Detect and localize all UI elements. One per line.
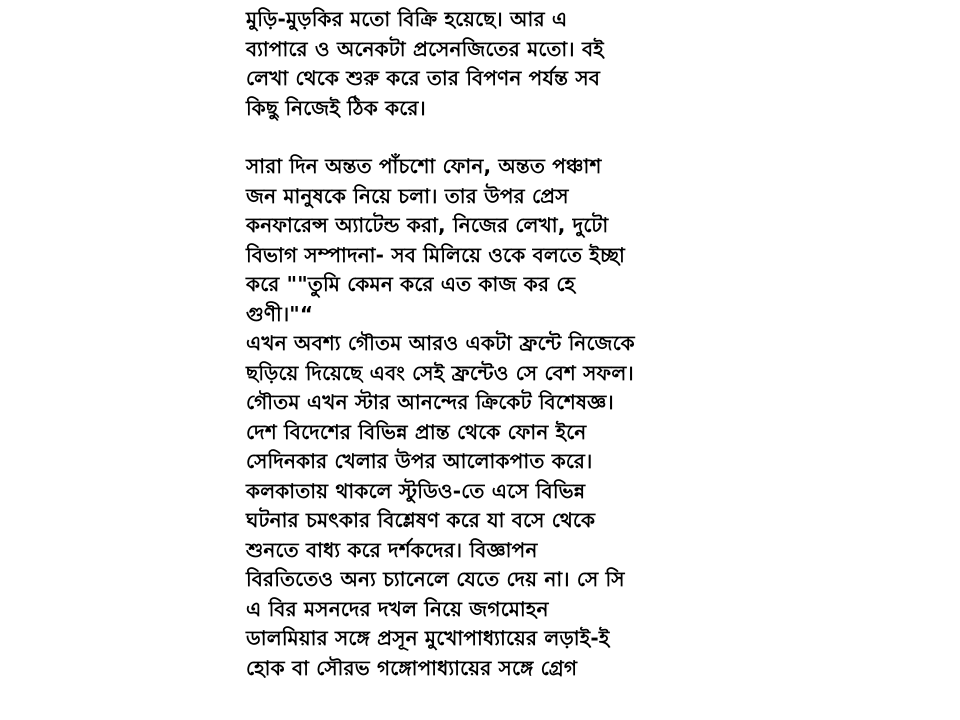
- text-line: গৌতম এখন স্টার আনন্দের ক্রিকেট বিশেষজ্ঞ।: [246, 390, 614, 414]
- text-line: কলকাতায় থাকলে স্টুডিও-তে এসে বিভিন্ন: [246, 478, 586, 503]
- paragraph-1: [246, 5, 716, 123]
- text-line: মুড়ি-মুড়কির মতো বিক্রি হয়েছে। আর এ: [246, 7, 568, 31]
- text-line: গুণী।"“: [246, 301, 314, 326]
- text-line: কনফারেন্স অ্যাটেন্ড করা, নিজের লেখা, দুটো: [246, 213, 609, 237]
- paragraph-gap: [246, 123, 716, 152]
- text-line: কিছু নিজেই ঠিক করে।: [246, 95, 426, 120]
- text-line: ঘটনার চমৎকার বিশ্লেষণ করে যা বসে থেকে: [246, 508, 596, 532]
- text-line: বিরতিতেও অন্য চ্যানেলে যেতে দেয় না। সে সি: [246, 567, 625, 591]
- paragraph-2: [246, 152, 716, 683]
- text-line: সারা দিন অন্তত পাঁচশো ফোন, অন্তত পঞ্চাশ: [246, 154, 602, 178]
- text-line: হোক বা সৌরভ গঙ্গোপাধ্যায়ের সঙ্গে গ্রেগ: [246, 655, 578, 680]
- text-line: দেশ বিদেশের বিভিন্ন প্রান্ত থেকে ফোন ইনে: [246, 419, 587, 444]
- text-line: জন মানুষকে নিয়ে চলা। তার উপর প্রেস: [246, 183, 569, 208]
- text-line: এখন অবশ্য গৌতম আরও একটা ফ্রন্টে নিজেকে: [246, 331, 635, 355]
- text-line: ডালমিয়ার সঙ্গে প্রসূন মুখোপাধ্যায়ের লড়াই-ই: [246, 626, 610, 650]
- text-line: এ বির মসনদের দখল নিয়ে জগমোহন: [246, 596, 549, 621]
- body-text: [246, 5, 716, 683]
- text-line: শুনতে বাধ্য করে দর্শকদের। বিজ্ঞাপন: [246, 537, 538, 562]
- text-line: বিভাগ সম্পাদনা- সব মিলিয়ে ওকে বলতে ইচ্ছা: [246, 242, 625, 267]
- text-line: ছড়িয়ে দিয়েছে এবং সেই ফ্রন্টেও সে বেশ সফল।: [246, 360, 634, 385]
- text-line: লেখা থেকে শুরু করে তার বিপণন পর্যন্ত সব: [246, 66, 601, 90]
- text-line: করে ""তুমি কেমন করে এত কাজ কর হে: [246, 272, 576, 296]
- text-line: ব্যাপারে ও অনেকটা প্রসেনজিতের মতো। বই: [246, 36, 604, 61]
- text-line: সেদিনকার খেলার উপর আলোকপাত করে।: [246, 449, 593, 473]
